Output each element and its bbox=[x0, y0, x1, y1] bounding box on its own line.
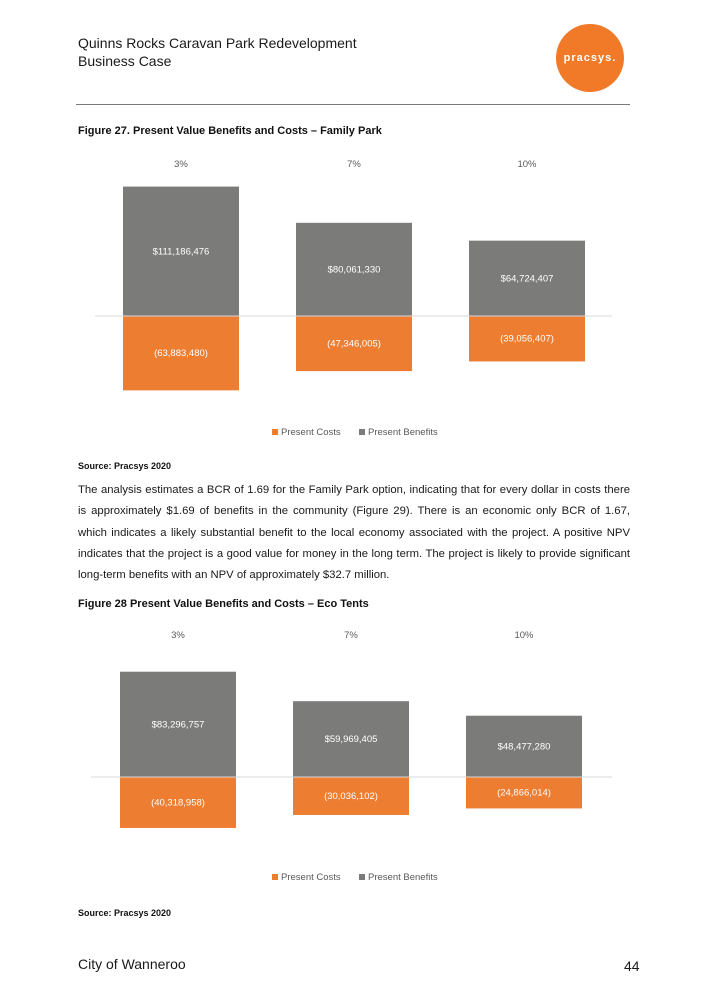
benefit-data-label: $64,724,407 bbox=[500, 273, 554, 285]
analysis-paragraph: The analysis estimates a BCR of 1.69 for the Family Park option, indicating that for every dollar in costs there is approximately $1.69 of benefits in the community (Figure 29). There is an economic only BCR of 1.67, which indicates a likely substantial benefit to the local economy associated with the project. A positive NPV indicates that the project is a good value for money in the long term. The project is likely to provide significant long-term benefits with an NPV of approximately $32.7 million. bbox=[78, 484, 630, 582]
category-label: 7% bbox=[347, 159, 361, 170]
chart-svg bbox=[78, 150, 632, 450]
figure28-caption: Figure 28 Present Value Benefits and Costs – Eco Tents bbox=[78, 598, 369, 610]
cost-data-label: (30,036,102) bbox=[324, 790, 378, 802]
category-label: 7% bbox=[344, 630, 358, 641]
footer-organisation: City of Wanneroo bbox=[78, 956, 186, 972]
document-title-line2: Business Case bbox=[78, 53, 172, 69]
figure27-source: Source: Pracsys 2020 bbox=[78, 461, 172, 471]
benefit-data-label: $83,296,757 bbox=[151, 719, 205, 731]
category-label: 3% bbox=[174, 159, 188, 170]
pracsys-logo bbox=[556, 24, 624, 92]
cost-data-label: (63,883,480) bbox=[154, 348, 208, 360]
cost-data-label: (24,866,014) bbox=[497, 787, 551, 799]
cost-data-label: (39,056,407) bbox=[500, 333, 554, 345]
benefit-data-label: $48,477,280 bbox=[497, 741, 551, 753]
legend-swatch-costs bbox=[272, 429, 278, 435]
figure28-chart bbox=[78, 620, 632, 888]
document-title bbox=[78, 34, 357, 70]
chart-svg bbox=[78, 620, 632, 888]
benefit-data-label: $80,061,330 bbox=[327, 264, 381, 276]
cost-data-label: (47,346,005) bbox=[327, 338, 381, 350]
legend-label-benefits: Present Benefits bbox=[368, 427, 438, 438]
cost-data-label: (40,318,958) bbox=[151, 797, 205, 809]
page-number: 44 bbox=[624, 958, 640, 974]
legend-swatch-costs bbox=[272, 874, 278, 880]
figure28-source: Source: Pracsys 2020 bbox=[78, 908, 172, 918]
legend-label-costs: Present Costs bbox=[281, 427, 341, 438]
document-title-line1: Quinns Rocks Caravan Park Redevelopment bbox=[78, 35, 357, 51]
benefit-data-label: $59,969,405 bbox=[324, 734, 378, 746]
benefit-data-label: $111,186,476 bbox=[152, 246, 210, 258]
figure27-caption: Figure 27. Present Value Benefits and Costs – Family Park bbox=[78, 125, 382, 137]
legend-label-costs: Present Costs bbox=[281, 872, 341, 883]
category-label: 3% bbox=[171, 630, 185, 641]
category-label: 10% bbox=[514, 630, 534, 641]
legend-swatch-benefits bbox=[359, 429, 365, 435]
figure27-chart bbox=[78, 150, 632, 450]
legend-swatch-benefits bbox=[359, 874, 365, 880]
legend-label-benefits: Present Benefits bbox=[368, 872, 438, 883]
pracsys-logo-text: pracsys. bbox=[563, 52, 617, 64]
header-divider bbox=[76, 104, 630, 105]
category-label: 10% bbox=[517, 159, 537, 170]
